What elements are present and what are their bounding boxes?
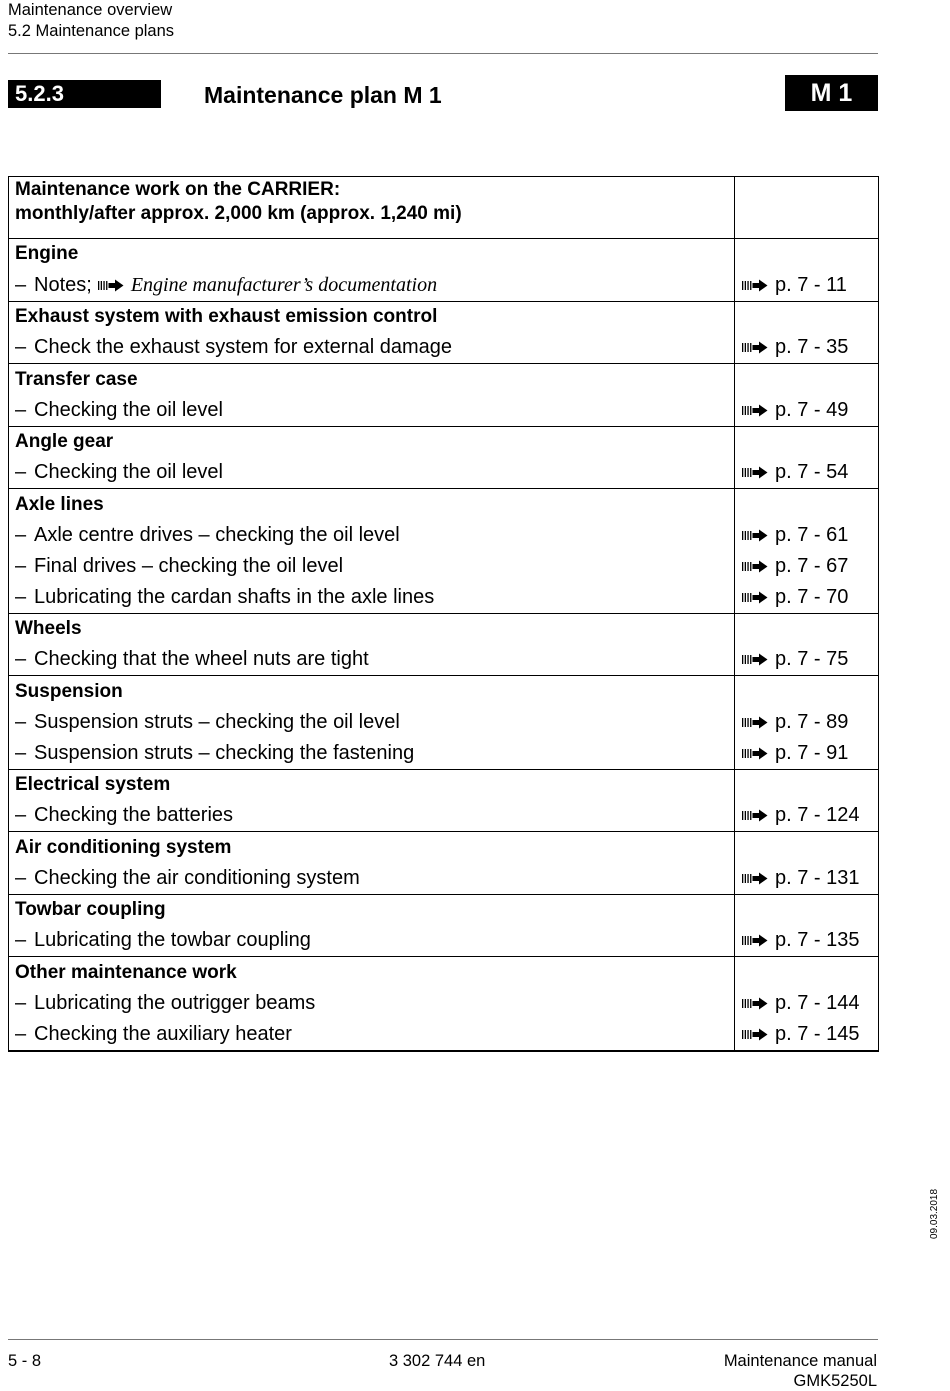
reference-arrow-icon — [742, 529, 768, 542]
group-transfer-case — [9, 363, 878, 426]
task-text: Lubricating the cardan shafts in the axle lines — [34, 585, 435, 608]
task-bullet: – — [15, 866, 27, 889]
reference-arrow-icon — [98, 279, 124, 292]
page-reference: p. 7 - 124 — [775, 804, 860, 827]
task-text: Suspension struts – checking the fastening — [34, 741, 415, 764]
reference-cell — [734, 676, 878, 707]
footer-manual-title: Maintenance manual — [723, 1352, 877, 1370]
plan-code-badge: M 1 — [785, 75, 878, 111]
reference-cell — [734, 551, 878, 582]
group-title: Air conditioning system — [15, 836, 232, 858]
task-row — [9, 800, 878, 831]
group-air-conditioning-system — [9, 831, 878, 894]
group-title-row — [9, 895, 878, 926]
running-header — [8, 0, 174, 42]
task-cell — [9, 644, 734, 675]
task-text: Check the exhaust system for external damage — [34, 336, 452, 359]
reference-cell — [734, 489, 878, 520]
task-cell — [9, 832, 734, 863]
header-rule — [8, 53, 878, 54]
task-text: Checking that the wheel nuts are tight — [34, 648, 369, 671]
document-reference: Engine manufacturer’s documentation — [130, 273, 438, 296]
task-cell — [9, 582, 734, 613]
task-cell — [9, 270, 734, 301]
task-cell — [9, 332, 734, 363]
task-row — [9, 270, 878, 301]
reference-arrow-icon — [742, 1028, 768, 1041]
task-cell — [9, 800, 734, 831]
group-title-row — [9, 364, 878, 395]
group-suspension — [9, 675, 878, 768]
task-row — [9, 551, 878, 582]
task-bullet: – — [15, 741, 27, 764]
group-engine — [9, 238, 878, 301]
task-cell — [9, 614, 734, 645]
task-bullet: – — [15, 710, 27, 733]
task-bullet: – — [15, 648, 27, 671]
task-text: Checking the oil level — [34, 398, 223, 421]
page-reference: p. 7 - 91 — [775, 741, 849, 764]
reference-cell — [734, 988, 878, 1019]
task-cell — [9, 1019, 734, 1050]
task-bullet: – — [15, 929, 27, 952]
reference-cell — [734, 707, 878, 738]
task-bullet: – — [15, 554, 27, 577]
reference-cell — [734, 895, 878, 926]
group-towbar-coupling — [9, 894, 878, 957]
reference-arrow-icon — [742, 591, 768, 604]
task-bullet: – — [15, 398, 27, 421]
group-title-row — [9, 676, 878, 707]
reference-cell — [734, 520, 878, 551]
reference-arrow-icon — [742, 716, 768, 729]
task-row — [9, 644, 878, 675]
task-row — [9, 1019, 878, 1050]
task-row — [9, 738, 878, 769]
task-text: Axle centre drives – checking the oil level — [34, 524, 400, 547]
group-wheels — [9, 613, 878, 676]
reference-cell — [734, 644, 878, 675]
task-bullet: – — [15, 336, 27, 359]
group-title: Axle lines — [15, 493, 104, 515]
task-row — [9, 520, 878, 551]
reference-cell — [734, 270, 878, 301]
reference-arrow-icon — [742, 997, 768, 1010]
page-reference: p. 7 - 144 — [775, 992, 860, 1015]
reference-cell — [734, 800, 878, 831]
date-stamp: 09.03.2018 — [929, 1188, 940, 1240]
table-heading-line: monthly/after approx. 2,000 km (approx. 1,240 mi) — [15, 203, 462, 224]
group-title: Other maintenance work — [15, 961, 237, 983]
group-title: Exhaust system with exhaust emission control — [15, 305, 438, 327]
task-row — [9, 707, 878, 738]
task-cell — [9, 489, 734, 520]
group-title: Towbar coupling — [15, 899, 166, 921]
reference-cell — [734, 957, 878, 988]
group-title: Engine — [15, 243, 79, 265]
reference-cell — [734, 738, 878, 769]
table-heading-line: Maintenance work on the CARRIER: — [15, 179, 341, 200]
group-title-row — [9, 427, 878, 458]
reference-cell — [734, 926, 878, 957]
group-title: Wheels — [15, 617, 82, 639]
reference-arrow-icon — [742, 279, 768, 292]
task-row — [9, 926, 878, 957]
task-row — [9, 395, 878, 426]
task-cell — [9, 988, 734, 1019]
table-heading-row — [9, 177, 878, 238]
footer-manual-info — [724, 1351, 877, 1391]
group-title-row — [9, 832, 878, 863]
page-reference: p. 7 - 145 — [775, 1022, 860, 1045]
task-text: Lubricating the outrigger beams — [34, 992, 316, 1015]
task-cell — [9, 926, 734, 957]
section-number-badge: 5.2.3 — [8, 80, 161, 108]
page-reference: p. 7 - 135 — [775, 929, 860, 952]
section-title: Maintenance plan M 1 — [204, 82, 442, 108]
task-text: Checking the air conditioning system — [34, 866, 360, 889]
task-text: Suspension struts – checking the oil level — [34, 710, 400, 733]
task-cell — [9, 738, 734, 769]
task-cell — [9, 707, 734, 738]
group-title: Angle gear — [15, 431, 114, 453]
reference-cell — [734, 582, 878, 613]
reference-cell — [734, 770, 878, 801]
footer-rule — [8, 1339, 878, 1340]
footer-page-number: 5 - 8 — [8, 1352, 42, 1370]
task-row — [9, 332, 878, 363]
task-cell — [9, 458, 734, 489]
task-bullet: – — [15, 585, 27, 608]
task-cell — [9, 364, 734, 395]
reference-arrow-icon — [742, 747, 768, 760]
reference-arrow-icon — [742, 934, 768, 947]
reference-cell — [734, 364, 878, 395]
running-header-section: 5.2 Maintenance plans — [8, 22, 175, 40]
page-reference: p. 7 - 89 — [775, 710, 849, 733]
task-bullet: – — [15, 1022, 27, 1045]
group-title: Transfer case — [15, 368, 138, 390]
reference-arrow-icon — [742, 653, 768, 666]
group-title-row — [9, 239, 878, 270]
task-cell — [9, 239, 734, 270]
group-title: Electrical system — [15, 773, 171, 795]
task-cell — [9, 895, 734, 926]
reference-cell — [734, 177, 878, 238]
reference-cell — [734, 832, 878, 863]
task-cell — [9, 676, 734, 707]
group-axle-lines — [9, 488, 878, 612]
task-text: Notes; — [34, 273, 92, 296]
reference-arrow-icon — [742, 809, 768, 822]
page-reference: p. 7 - 67 — [775, 554, 849, 577]
task-bullet: – — [15, 804, 27, 827]
group-title-row — [9, 489, 878, 520]
reference-cell — [734, 863, 878, 894]
task-cell — [9, 427, 734, 458]
task-row — [9, 582, 878, 613]
running-header-chapter: Maintenance overview — [8, 1, 173, 19]
reference-cell — [734, 427, 878, 458]
task-text: Checking the oil level — [34, 461, 223, 484]
task-cell — [9, 957, 734, 988]
table-heading — [9, 177, 734, 238]
page-reference: p. 7 - 11 — [775, 273, 847, 296]
task-bullet: – — [15, 524, 27, 547]
group-title-row — [9, 614, 878, 645]
page-reference: p. 7 - 70 — [775, 585, 849, 608]
task-text: Final drives – checking the oil level — [34, 554, 344, 577]
reference-cell — [734, 1019, 878, 1050]
task-text: Lubricating the towbar coupling — [34, 929, 311, 952]
task-cell — [9, 395, 734, 426]
task-row — [9, 458, 878, 489]
reference-cell — [734, 614, 878, 645]
task-cell — [9, 770, 734, 801]
task-bullet: – — [15, 273, 27, 296]
reference-arrow-icon — [742, 560, 768, 573]
task-bullet: – — [15, 461, 27, 484]
reference-arrow-icon — [742, 404, 768, 417]
reference-cell — [734, 458, 878, 489]
page-reference: p. 7 - 35 — [775, 336, 849, 359]
group-title-row — [9, 770, 878, 801]
footer-model: GMK5250L — [793, 1372, 877, 1390]
reference-arrow-icon — [742, 466, 768, 479]
group-title: Suspension — [15, 680, 123, 702]
task-cell — [9, 863, 734, 894]
page-reference: p. 7 - 61 — [775, 524, 849, 547]
task-text: Checking the auxiliary heater — [34, 1022, 292, 1045]
page-reference: p. 7 - 75 — [775, 648, 849, 671]
page-reference: p. 7 - 49 — [775, 398, 849, 421]
task-row — [9, 863, 878, 894]
page-reference: p. 7 - 131 — [775, 866, 860, 889]
page-reference: p. 7 - 54 — [775, 461, 849, 484]
group-title-row — [9, 302, 878, 333]
group-other-maintenance-work — [9, 956, 878, 1049]
group-title-row — [9, 957, 878, 988]
reference-cell — [734, 332, 878, 363]
task-row — [9, 988, 878, 1019]
reference-arrow-icon — [742, 872, 768, 885]
task-bullet: – — [15, 992, 27, 1015]
task-cell — [9, 520, 734, 551]
reference-cell — [734, 302, 878, 333]
footer-document-number: 3 302 744 en — [389, 1352, 486, 1370]
task-cell — [9, 551, 734, 582]
reference-arrow-icon — [742, 341, 768, 354]
group-exhaust-system — [9, 301, 878, 364]
reference-cell — [734, 395, 878, 426]
reference-cell — [734, 239, 878, 270]
group-angle-gear — [9, 426, 878, 489]
maintenance-plan-table — [8, 176, 879, 1052]
group-electrical-system — [9, 769, 878, 832]
task-cell — [9, 302, 734, 333]
task-text: Checking the batteries — [34, 804, 234, 827]
